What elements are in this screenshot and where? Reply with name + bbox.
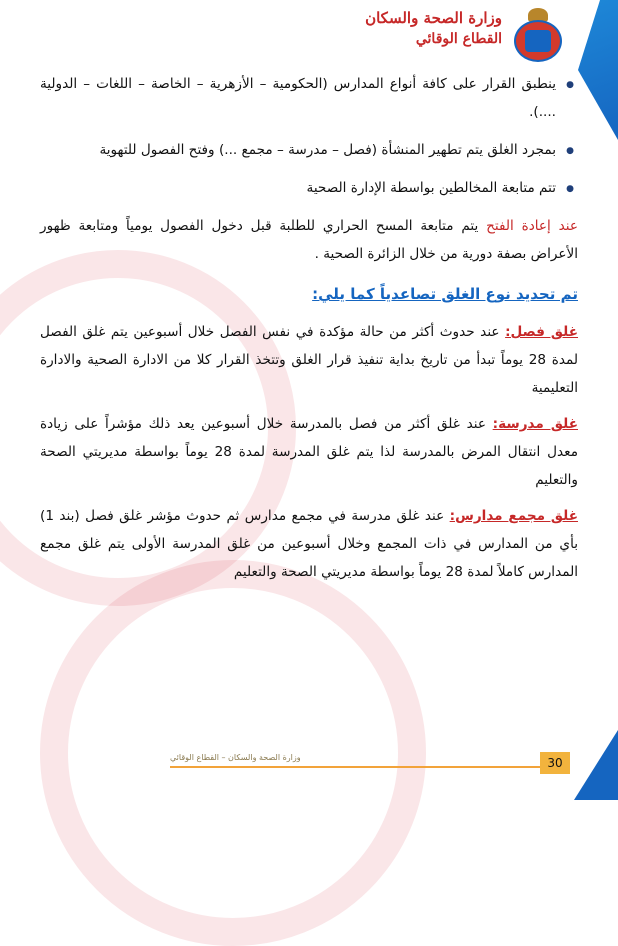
closure-text: عند غلق أكثر من فصل بالمدرسة خلال أسبوعين يعد ذلك مؤشراً على زيادة معدل انتقال المرض بالمدرسة لذا يتم غلق المدرسة لمدة 28 يوماً بواسطة مديريتي الصحة والتعليم — [40, 416, 578, 488]
section-heading: تم تحديد نوع الغلق تصاعدياً كما يلي: — [312, 285, 578, 303]
page-header — [365, 8, 566, 70]
reopening-text: يتم متابعة المسح الحراري للطلبة قبل دخول الفصول يومياً ومتابعة ظهور الأعراض بصفة دورية من خلال الزائرة الصحية . — [40, 218, 578, 262]
closure-label: غلق فصل: — [505, 324, 579, 340]
closure-text: عند غلق مدرسة في مجمع مدارس ثم حدوث مؤشر غلق فصل (بند 1) بأي من المدارس في ذات المجمع وخلال أسبوعين من غلق المدرسة الأولى يتم غلق مجمع المدارس كاملاً لمدة 28 يوماً بواسطة مديريتي الصحة والتعليم — [40, 508, 578, 580]
footer-text: وزارة الصحة والسكان – القطاع الوقائي — [170, 753, 301, 762]
list-item: ● ينطبق القرار على كافة أنواع المدارس (الحكومية – الأزهرية – الخاصة – اللغات – الدولية ....). — [40, 70, 578, 126]
reopening-lead: عند إعادة الفتح — [486, 218, 578, 234]
list-item: ● بمجرد الغلق يتم تطهير المنشأة (فصل – مدرسة – مجمع ...) وفتح الفصول للتهوية — [40, 136, 578, 164]
closure-label: غلق مدرسة: — [492, 416, 578, 432]
footer-corner-stripe — [574, 730, 618, 800]
reopening-paragraph — [40, 212, 578, 268]
closure-complex — [40, 502, 578, 586]
corner-stripe — [578, 0, 618, 140]
ministry-logo — [510, 8, 566, 70]
list-item: ● تتم متابعة المخالطين بواسطة الإدارة الصحية — [40, 174, 578, 202]
bullet-list — [40, 70, 578, 202]
ministry-line1: وزارة الصحة والسكان — [365, 9, 502, 27]
ministry-line2: القطاع الوقائي — [415, 31, 502, 48]
page-number: 30 — [540, 752, 570, 774]
ministry-name — [365, 8, 502, 49]
people-icon — [525, 30, 551, 52]
document-body — [40, 70, 578, 594]
closure-label: غلق مجمع مدارس: — [449, 508, 578, 524]
closure-class — [40, 318, 578, 402]
page-footer — [0, 728, 618, 800]
closure-text: عند حدوث أكثر من حالة مؤكدة في نفس الفصل خلال أسبوعين يتم غلق الفصل لمدة 28 يوماً تبدأ من تاريخ بداية تنفيذ قرار الغلق وتتخذ القرار كلا من الادارة الصحية والادارة التعليمية — [40, 324, 578, 396]
closure-school — [40, 410, 578, 494]
footer-divider — [170, 766, 548, 768]
